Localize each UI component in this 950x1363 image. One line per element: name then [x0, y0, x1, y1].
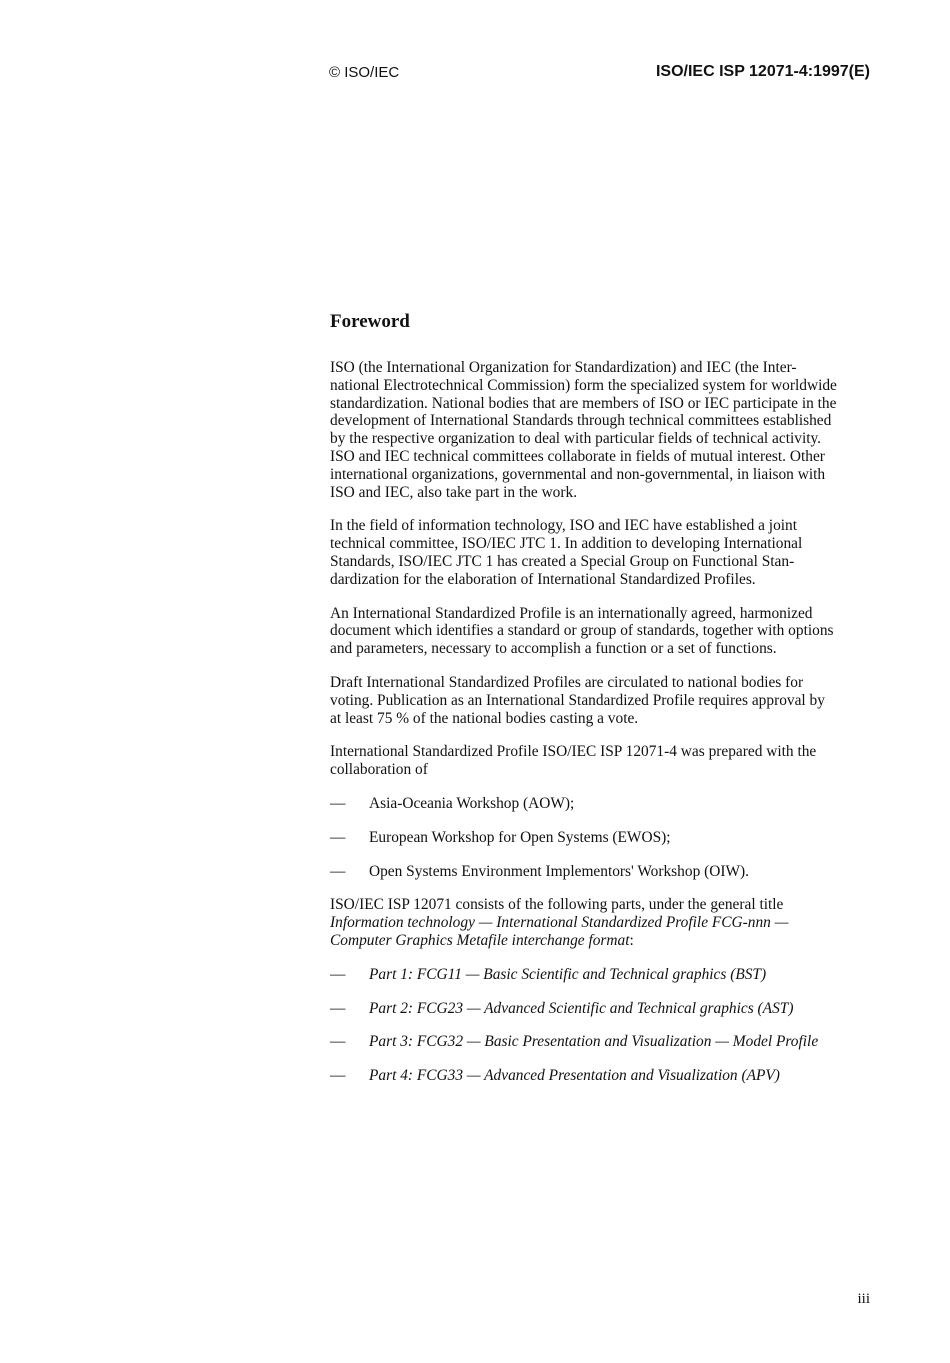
text-line: development of International Standards through technical committees established	[330, 412, 832, 430]
text-line: by the respective organization to deal with particular fields of technical activity.	[330, 430, 822, 448]
text-line: standardization. National bodies that are members of ISO or IEC participate in the	[330, 394, 837, 412]
list-item	[330, 1000, 875, 1018]
text-line: International Standardized Profile ISO/IEC ISP 12071-4 was prepared with the	[330, 743, 817, 761]
colon: :	[629, 931, 634, 949]
text-line	[330, 932, 875, 950]
header-document-id: ISO/IEC ISP 12071-4:1997(E)	[655, 63, 870, 80]
general-title-line: Computer Graphics Metafile interchange format	[330, 931, 630, 949]
text-line: ISO and IEC, also take part in the work.	[330, 483, 578, 501]
parts-list	[330, 966, 875, 1085]
paragraph-jtc1	[330, 517, 875, 588]
text-line: voting. Publication as an International Standardized Profile requires approval by	[330, 691, 825, 709]
part-text: Part 2: FCG23 — Advanced Scientific and Technical graphics (AST)	[369, 999, 794, 1017]
dash-bullet: —	[330, 965, 346, 983]
text-line: ISO/IEC ISP 12071 consists of the following parts, under the general title	[330, 896, 784, 914]
dash-bullet: —	[330, 862, 346, 880]
text-line: at least 75 % of the national bodies casting a vote.	[330, 709, 639, 727]
text-line: ISO and IEC technical committees collaborate in fields of mutual interest. Other	[330, 447, 825, 465]
dash-bullet: —	[330, 999, 346, 1017]
part-text: Part 4: FCG33 — Advanced Presentation and Visualization (APV)	[369, 1067, 780, 1085]
paragraph-iso-iec-intro	[330, 359, 875, 501]
text-line: ISO (the International Organization for Standardization) and IEC (the Inter-	[330, 359, 797, 376]
text-line: An International Standardized Profile is an internationally agreed, harmonized	[330, 604, 813, 622]
list-item	[330, 966, 875, 984]
text-line: international organizations, governmental and non-governmental, in liaison with	[330, 465, 826, 483]
paragraph-voting	[330, 674, 875, 727]
list-item	[330, 863, 875, 881]
page-number: iii	[857, 1291, 870, 1307]
text-line: In the field of information technology, ISO and IEC have established a joint	[330, 517, 798, 535]
header-copyright: © ISO/IEC	[329, 64, 400, 81]
part-text: Part 1: FCG11 — Basic Scientific and Technical graphics (BST)	[369, 965, 767, 983]
list-item	[330, 795, 875, 813]
text-line: and parameters, necessary to accomplish a function or a set of functions.	[330, 640, 777, 658]
list-item	[330, 829, 875, 847]
dash-bullet: —	[330, 828, 346, 846]
page-title: Foreword	[330, 311, 410, 332]
text-line: Standards, ISO/IEC JTC 1 has created a Special Group on Functional Stan-	[330, 552, 795, 570]
text-line: document which identifies a standard or group of standards, together with options	[330, 622, 834, 640]
workshop-list	[330, 795, 875, 880]
paragraph-isp-definition	[330, 605, 875, 658]
text-line: Draft International Standardized Profiles are circulated to national bodies for	[330, 673, 804, 691]
list-item	[330, 1067, 875, 1085]
workshop-text: Open Systems Environment Implementors' Workshop (OIW).	[369, 862, 749, 880]
list-item	[330, 1033, 875, 1051]
dash-bullet: —	[330, 1067, 346, 1085]
dash-bullet: —	[330, 1033, 346, 1051]
paragraph-collaboration	[330, 743, 875, 779]
foreword-body	[330, 359, 875, 1101]
text-line: national Electrotechnical Commission) form the specialized system for worldwide	[330, 376, 837, 394]
paragraph-parts-intro	[330, 896, 875, 949]
dash-bullet: —	[330, 794, 346, 812]
text-line: collaboration of	[330, 761, 428, 779]
workshop-text: Asia-Oceania Workshop (AOW);	[369, 794, 575, 812]
text-line: technical committee, ISO/IEC JTC 1. In addition to developing International	[330, 535, 803, 553]
general-title-line: Information technology — International Standardized Profile FCG-nnn —	[330, 914, 789, 932]
text-line: dardization for the elaboration of International Standardized Profiles.	[330, 570, 756, 588]
part-text: Part 3: FCG32 — Basic Presentation and Visualization — Model Profile	[369, 1033, 819, 1051]
workshop-text: European Workshop for Open Systems (EWOS);	[369, 828, 671, 846]
